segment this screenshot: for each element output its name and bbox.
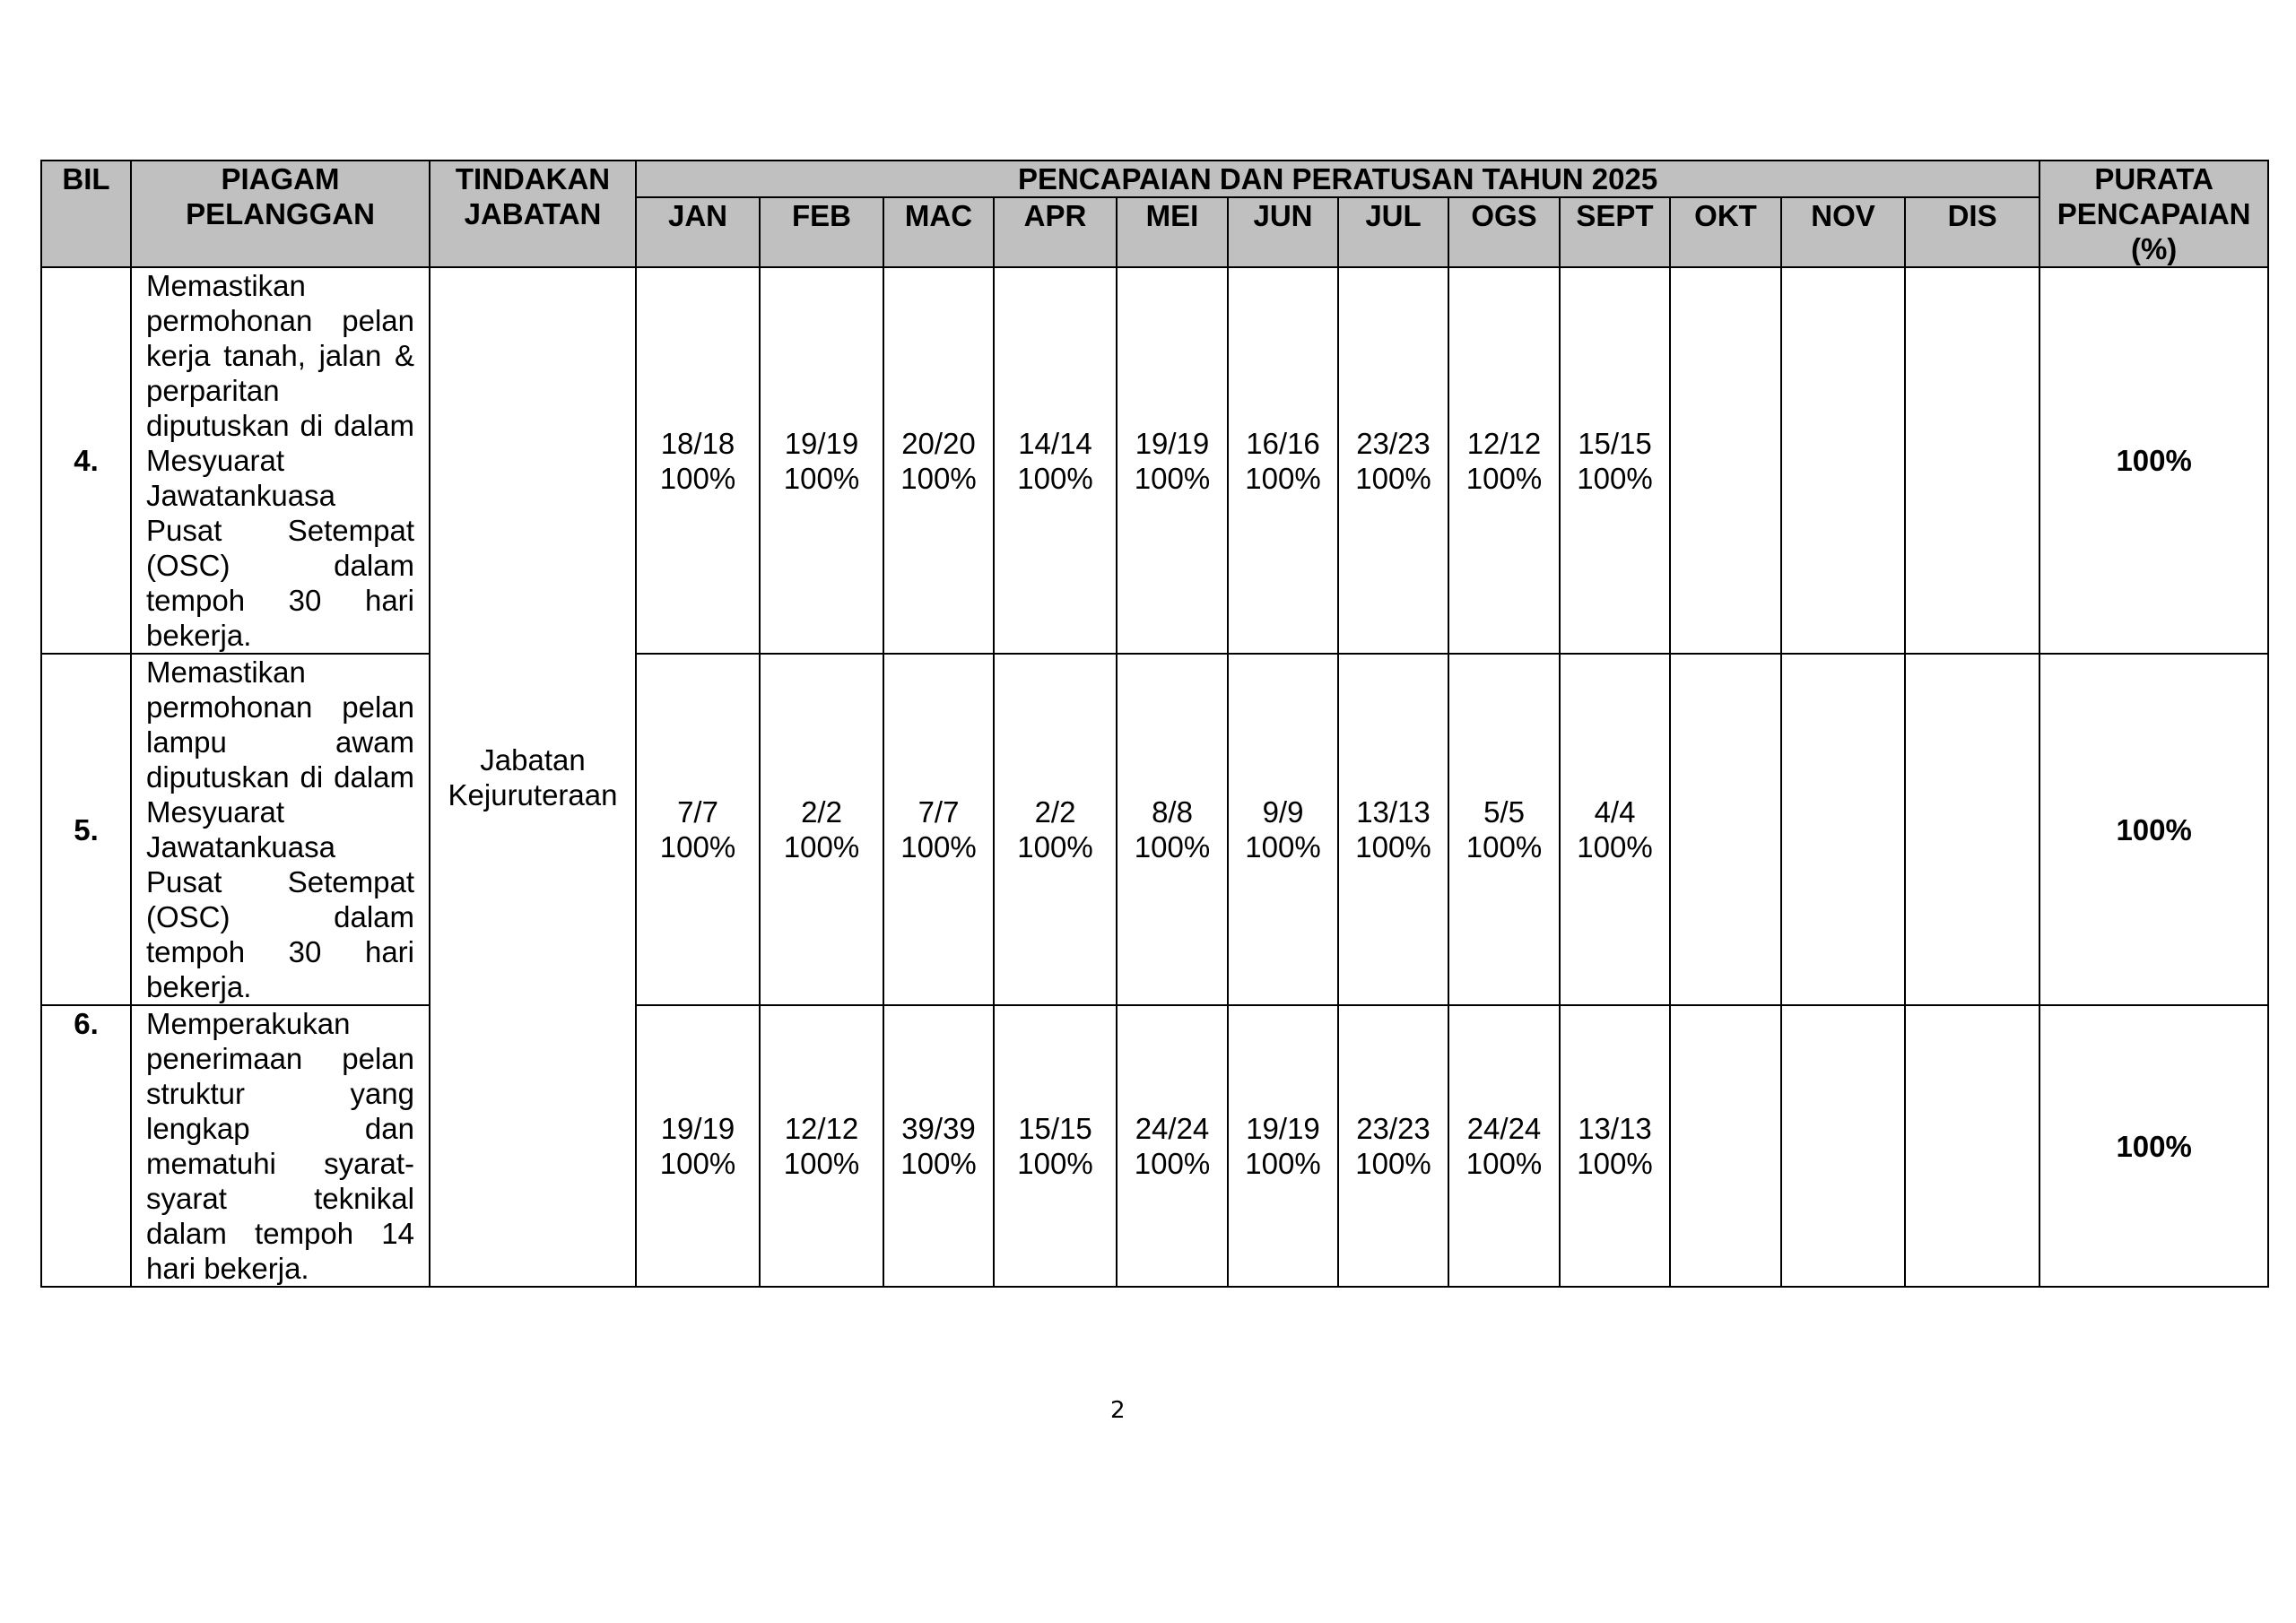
month-cell [1117, 1005, 1228, 1287]
row-piagam: Memperakukan penerimaan pelan struktur yang lengkap dan mematuhi syarat-syarat teknikal dalam tempoh 14 hari bekerja. [131, 1005, 430, 1287]
row-bil: 6. [41, 1005, 131, 1287]
row-bil: 5. [41, 654, 131, 1005]
table-row [41, 654, 2268, 1005]
month-pct: 100% [1245, 1147, 1321, 1180]
month-pct: 100% [1017, 830, 1093, 864]
month-ratio: 14/14 [1018, 426, 1092, 460]
month-ratio: 23/23 [1356, 1112, 1431, 1145]
row-bil: 4. [41, 267, 131, 654]
month-pct: 100% [1577, 1147, 1653, 1180]
month-cell [636, 1005, 760, 1287]
month-cell [1228, 654, 1338, 1005]
month-pct: 100% [1017, 461, 1093, 495]
month-cell [1670, 1005, 1781, 1287]
month-ratio: 7/7 [677, 795, 718, 829]
month-ratio: 19/19 [660, 1112, 735, 1145]
month-cell [1781, 1005, 1905, 1287]
month-ratio: 2/2 [1034, 795, 1076, 829]
month-pct: 100% [1465, 830, 1543, 864]
month-cell [1781, 267, 1905, 654]
month-cell [636, 267, 760, 654]
month-cell [883, 1005, 994, 1287]
month-ratio: 23/23 [1356, 426, 1431, 460]
month-ratio: 5/5 [1483, 795, 1525, 829]
month-ratio: 13/13 [1356, 795, 1431, 829]
month-ratio: 19/19 [1246, 1112, 1320, 1145]
month-ratio: 15/15 [1018, 1112, 1092, 1145]
month-cell [1448, 654, 1560, 1005]
table-row [41, 1005, 2268, 1287]
header-month-ogs: OGS [1448, 197, 1560, 267]
table-row [41, 267, 2268, 654]
month-ratio: 24/24 [1466, 1112, 1542, 1145]
header-piagam: PIAGAM PELANGGAN [131, 161, 430, 267]
month-cell [883, 654, 994, 1005]
row-purata: 100% [2039, 1005, 2268, 1287]
month-pct: 100% [783, 461, 860, 495]
month-ratio: 12/12 [784, 1112, 859, 1145]
header-month-okt: OKT [1670, 197, 1781, 267]
month-pct: 100% [1577, 830, 1653, 864]
header-month-mac: MAC [883, 197, 994, 267]
header-month-jan: JAN [636, 197, 760, 267]
month-pct: 100% [1134, 461, 1211, 495]
header-month-apr: APR [994, 197, 1117, 267]
row-purata: 100% [2039, 654, 2268, 1005]
month-pct: 100% [783, 830, 860, 864]
month-cell [636, 654, 760, 1005]
month-cell [1905, 267, 2039, 654]
month-pct: 100% [1465, 461, 1543, 495]
month-pct: 100% [900, 830, 977, 864]
month-ratio: 8/8 [1152, 795, 1193, 829]
month-cell [1448, 1005, 1560, 1287]
month-ratio: 12/12 [1466, 426, 1542, 460]
month-cell [1560, 267, 1670, 654]
row-purata: 100% [2039, 267, 2268, 654]
month-cell [1670, 654, 1781, 1005]
month-ratio: 13/13 [1578, 1112, 1652, 1145]
month-cell [1338, 267, 1448, 654]
performance-table [40, 160, 2269, 1288]
month-cell [1338, 654, 1448, 1005]
month-ratio: 7/7 [918, 795, 960, 829]
month-ratio: 24/24 [1135, 1112, 1210, 1145]
month-cell [760, 654, 883, 1005]
month-ratio: 19/19 [784, 426, 859, 460]
month-cell [994, 1005, 1117, 1287]
month-pct: 100% [659, 461, 736, 495]
header-tindakan: TINDAKAN JABATAN [430, 161, 636, 267]
month-pct: 100% [1355, 461, 1431, 495]
month-pct: 100% [1355, 830, 1431, 864]
month-pct: 100% [659, 1147, 736, 1180]
month-cell [994, 267, 1117, 654]
month-cell [1117, 654, 1228, 1005]
header-month-sept: SEPT [1560, 197, 1670, 267]
month-pct: 100% [1134, 830, 1211, 864]
month-ratio: 20/20 [901, 426, 976, 460]
month-ratio: 2/2 [801, 795, 842, 829]
month-cell [994, 654, 1117, 1005]
month-ratio: 39/39 [901, 1112, 976, 1145]
month-ratio: 15/15 [1578, 426, 1652, 460]
month-ratio: 19/19 [1135, 426, 1210, 460]
month-pct: 100% [1355, 1147, 1431, 1180]
month-cell [1905, 1005, 2039, 1287]
month-cell [1448, 267, 1560, 654]
header-month-feb: FEB [760, 197, 883, 267]
page-number: 2 [1110, 1397, 1126, 1424]
header-month-mei: MEI [1117, 197, 1228, 267]
row-piagam: Memastikan permohonan pelan lampu awam diputuskan di dalam Mesyuarat Jawatankuasa Pusat Setempat (OSC) dalam tempoh 30 hari bekerja. [131, 654, 430, 1005]
header-month-jun: JUN [1228, 197, 1338, 267]
month-cell [760, 267, 883, 654]
month-ratio: 18/18 [660, 426, 735, 460]
month-cell [1338, 1005, 1448, 1287]
month-pct: 100% [1465, 1147, 1543, 1180]
month-pct: 100% [659, 830, 736, 864]
month-pct: 100% [900, 1147, 977, 1180]
header-month-nov: NOV [1781, 197, 1905, 267]
row-piagam: Memastikan permohonan pelan kerja tanah, jalan & perparitan diputuskan di dalam Mesyuarat Jawatankuasa Pusat Setempat (OSC) dalam tempoh 30 hari bekerja. [131, 267, 430, 654]
month-cell [760, 1005, 883, 1287]
header-pencapaian: PENCAPAIAN DAN PERATUSAN TAHUN 2025 [636, 161, 2039, 197]
row-jabatan: Jabatan Kejuruteraan [430, 267, 636, 1287]
month-cell [1560, 1005, 1670, 1287]
header-purata: PURATA PENCAPAIAN (%) [2039, 161, 2268, 267]
month-pct: 100% [1134, 1147, 1211, 1180]
month-cell [1560, 654, 1670, 1005]
header-month-jul: JUL [1338, 197, 1448, 267]
month-ratio: 9/9 [1262, 795, 1304, 829]
month-pct: 100% [1017, 1147, 1093, 1180]
month-pct: 100% [1245, 461, 1321, 495]
month-pct: 100% [1577, 461, 1653, 495]
month-cell [1781, 654, 1905, 1005]
month-pct: 100% [1245, 830, 1321, 864]
month-pct: 100% [900, 461, 977, 495]
month-ratio: 16/16 [1246, 426, 1320, 460]
header-bil: BIL [41, 161, 131, 267]
header-month-dis: DIS [1905, 197, 2039, 267]
month-pct: 100% [783, 1147, 860, 1180]
month-cell [1117, 267, 1228, 654]
month-ratio: 4/4 [1594, 795, 1636, 829]
month-cell [1228, 1005, 1338, 1287]
month-cell [1228, 267, 1338, 654]
month-cell [883, 267, 994, 654]
month-cell [1670, 267, 1781, 654]
month-cell [1905, 654, 2039, 1005]
